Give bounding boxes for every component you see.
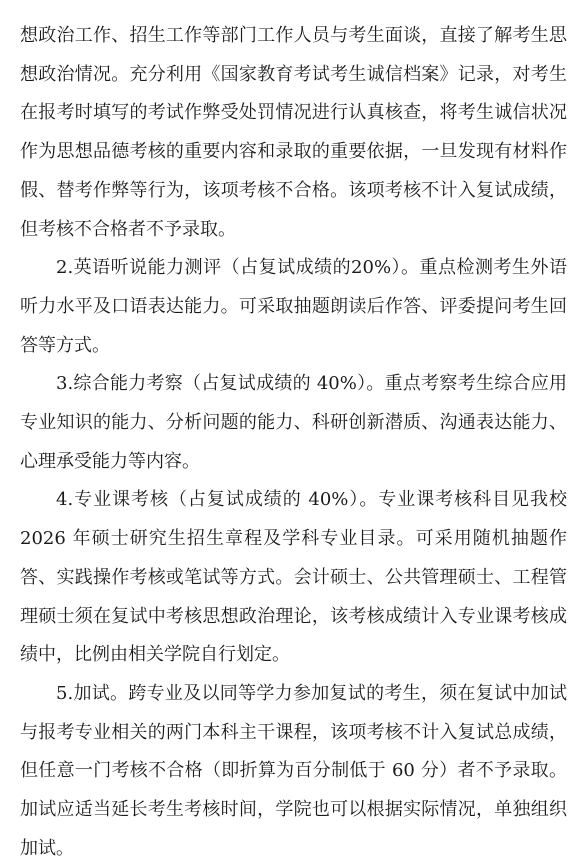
paragraph-english-assessment: 2.英语听说能力测评（占复试成绩的20%）。重点检测考生外语听力水平及口语表达能力。可采取抽题朗读后作答、评委提问考生回答等方式。: [20, 257, 567, 356]
paragraph-specialized-course-assessment: 4.专业课考核（占复试成绩的 40%）。专业课考核科目见我校 2026 年硕士研究生招生章程及学科专业目录。可采用随机抽题作答、实践操作考核或笔试等方式。会计硕士、公共管理硕士、工程管理硕士须在复试中考核思想政治理论，该考核成绩计入专业课考核成绩中，比例由相关学院自行划定。: [20, 489, 567, 666]
paragraph-additional-test: 5.加试。跨专业及以同等学力参加复试的考生，须在复试中加试与报考专业相关的两门本科主干课程，该项考核不计入复试总成绩，但任意一门考核不合格（即折算为百分制低于 60 分）者不予录取。加试应适当延长考生考核时间，学院也可以根据实际情况，单独组织加试。: [20, 682, 567, 859]
paragraph-comprehensive-assessment: 3.综合能力考察（占复试成绩的 40%）。重点考察考生综合应用专业知识的能力、分析问题的能力、科研创新潜质、沟通表达能力、心理承受能力等内容。: [20, 373, 567, 472]
paragraph-political-assessment: 想政治工作、招生工作等部门工作人员与考生面谈，直接了解考生思想政治情况。充分利用《国家教育考试考生诚信档案》记录，对考生在报考时填写的考试作弊受处罚情况进行认真核查，将考生诚信状况作为思想品德考核的重要内容和录取的重要依据，一旦发现有材料作假、替考作弊等行为，该项考核不合格。该项考核不计入复试成绩，但考核不合格者不予录取。: [20, 25, 567, 240]
